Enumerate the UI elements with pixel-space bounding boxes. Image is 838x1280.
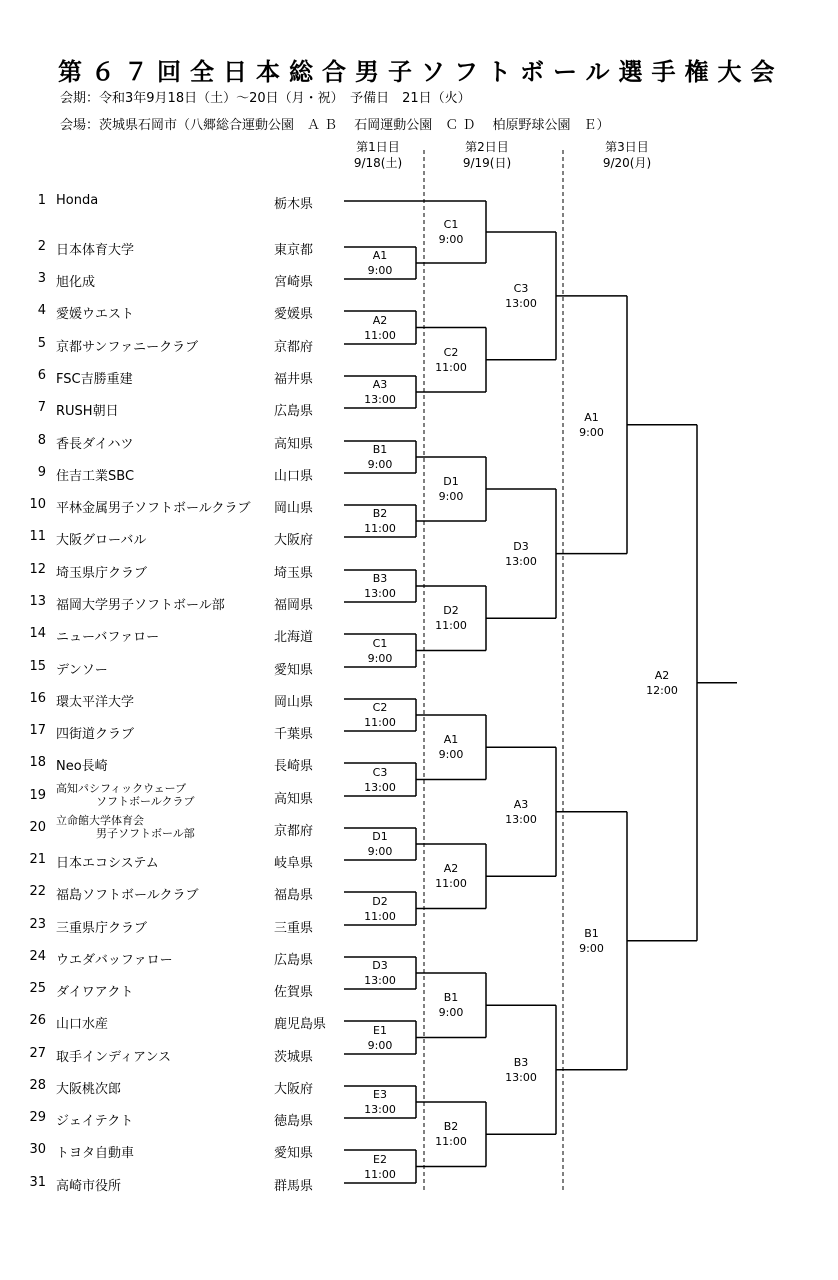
team-name-line2: 男子ソフトボール部 <box>96 827 195 840</box>
match-label <box>345 571 415 601</box>
match-court: C1 <box>443 218 459 231</box>
team-prefecture: 群馬県 <box>274 1179 314 1194</box>
match-time: 12:00 <box>646 683 678 697</box>
team-number: 23 <box>29 917 46 932</box>
match-label <box>416 603 486 633</box>
match-court: A3 <box>513 797 529 811</box>
team-number: 2 <box>37 239 46 254</box>
match-court: E3 <box>373 1088 387 1101</box>
team-number: 13 <box>29 594 46 609</box>
team-prefecture: 鹿児島県 <box>274 1017 327 1032</box>
team-name: 高崎市役所 <box>56 1179 122 1194</box>
team-number: 3 <box>37 271 46 286</box>
match-court: C2 <box>372 701 388 714</box>
match-label <box>345 248 415 278</box>
match-label <box>416 990 486 1020</box>
team-name: デンソー <box>56 663 108 678</box>
team-name <box>56 814 195 840</box>
team-name: 埼玉県庁クラブ <box>56 566 148 581</box>
team-name: 大阪桃次郎 <box>56 1082 122 1097</box>
team-name: 環太平洋大学 <box>56 695 135 710</box>
match-court: A2 <box>654 668 670 682</box>
team-prefecture: 栃木県 <box>274 197 314 212</box>
team-name: FSC吉勝重建 <box>56 372 133 387</box>
team-prefecture: 北海道 <box>274 630 314 645</box>
team-name: 日本体育大学 <box>56 243 135 258</box>
match-court: A2 <box>443 862 459 876</box>
team-number: 7 <box>37 400 46 415</box>
team-number: 19 <box>29 788 46 803</box>
team-name: 京都サンファニークラブ <box>56 340 199 355</box>
match-time: 9:00 <box>367 651 393 665</box>
team-number: 9 <box>37 465 46 480</box>
team-number: 1 <box>37 193 46 208</box>
match-court: E1 <box>373 1023 387 1037</box>
team-name: ウエダバッファロー <box>56 953 173 968</box>
match-label <box>345 506 415 536</box>
team-prefecture: 千葉県 <box>274 727 314 742</box>
match-time: 11:00 <box>435 360 467 374</box>
team-number: 16 <box>29 691 46 706</box>
team-prefecture: 岐阜県 <box>274 856 314 871</box>
team-prefecture: 宮崎県 <box>274 275 314 290</box>
match-court: D2 <box>372 894 388 908</box>
day3-date: 9/20(月) <box>602 156 652 170</box>
match-court: E2 <box>373 1152 387 1166</box>
match-court: C2 <box>443 345 459 359</box>
team-name-line2: ソフトボールクラブ <box>96 795 195 808</box>
team-number: 5 <box>37 336 46 351</box>
team-name-line1: 高知パシフィックウェーブ <box>56 782 187 795</box>
match-label <box>557 410 627 440</box>
match-label <box>416 345 486 375</box>
team-number: 8 <box>37 433 46 448</box>
match-time: 9:00 <box>367 264 393 277</box>
match-court: C3 <box>513 281 529 295</box>
match-label <box>416 861 486 891</box>
match-time: 9:00 <box>367 1038 393 1052</box>
team-number: 28 <box>29 1078 46 1093</box>
match-time: 9:00 <box>438 748 464 762</box>
team-name: 福岡大学男子ソフトボール部 <box>56 598 225 613</box>
team-name: Neo長崎 <box>56 759 108 774</box>
team-number: 11 <box>29 529 46 544</box>
match-time: 13:00 <box>505 554 537 568</box>
team-prefecture: 高知県 <box>274 437 314 452</box>
match-court: D3 <box>372 959 388 972</box>
match-time: 9:00 <box>367 458 393 471</box>
match-label <box>416 474 486 504</box>
team-prefecture: 佐賀県 <box>274 985 314 1000</box>
match-label <box>416 732 486 762</box>
match-court: A1 <box>443 733 459 747</box>
match-court: D3 <box>513 539 529 553</box>
team-number: 24 <box>29 949 46 964</box>
team-number: 29 <box>29 1110 46 1125</box>
team-prefecture: 大阪府 <box>274 1082 314 1097</box>
team-name: RUSH朝日 <box>56 404 119 419</box>
match-court: D1 <box>443 475 459 488</box>
match-time: 9:00 <box>579 425 604 439</box>
team-name: 香長ダイハツ <box>56 437 134 452</box>
team-number: 20 <box>29 820 46 835</box>
team-prefecture: 広島県 <box>274 404 314 419</box>
match-time: 13:00 <box>505 812 537 826</box>
team-prefecture: 岡山県 <box>274 501 314 516</box>
team-prefecture: 京都府 <box>274 340 314 355</box>
team-number: 26 <box>29 1013 46 1028</box>
match-time: 11:00 <box>435 1135 467 1149</box>
day1-date: 9/18(土) <box>353 156 403 170</box>
match-court: B1 <box>443 991 459 1005</box>
match-label <box>345 1152 415 1182</box>
match-time: 11:00 <box>435 619 467 633</box>
match-time: 13:00 <box>364 393 396 406</box>
team-number: 14 <box>29 626 46 641</box>
match-label <box>416 217 486 247</box>
team-prefecture: 高知県 <box>274 792 314 807</box>
team-name: トヨタ自動車 <box>56 1146 135 1161</box>
team-name: 山口水産 <box>56 1017 109 1032</box>
team-name: ニューバファロー <box>56 630 160 645</box>
match-time: 9:00 <box>367 845 393 858</box>
team-number: 22 <box>29 884 46 899</box>
team-prefecture: 福島県 <box>274 888 314 903</box>
period-text: 会期：令和3年9月18日（土）～20日（月・祝） 予備日 21日（火） <box>60 91 471 106</box>
day2-label: 第2日目 <box>465 140 509 154</box>
team-name: ダイワアクト <box>56 985 134 1000</box>
team-number: 31 <box>29 1175 46 1190</box>
page-title: 第６７回全日本総合男子ソフトボール選手権大会 <box>58 58 784 86</box>
team-prefecture: 長崎県 <box>274 759 314 774</box>
team-prefecture: 徳島県 <box>274 1114 314 1129</box>
team-prefecture: 愛媛県 <box>274 307 314 322</box>
team-name: 愛媛ウエスト <box>56 307 135 322</box>
match-label <box>486 797 556 827</box>
match-time: 11:00 <box>364 909 396 923</box>
match-court: A1 <box>584 410 599 424</box>
match-label <box>345 377 415 407</box>
team-prefecture: 福岡県 <box>274 598 314 613</box>
team-name: 旭化成 <box>56 275 96 290</box>
match-court: B2 <box>443 1120 459 1134</box>
team-prefecture: 愛知県 <box>274 1146 314 1161</box>
team-prefecture: 大阪府 <box>274 533 314 548</box>
team-number: 15 <box>29 659 46 674</box>
team-name: 福島ソフトボールクラブ <box>56 888 199 903</box>
venue-text: 会場：茨城県石岡市（八郷総合運動公園 Ａ Ｂ 石岡運動公園 Ｃ Ｄ 柏原野球公園 Ｅ） <box>60 118 610 133</box>
match-time: 9:00 <box>438 490 464 503</box>
match-court: A1 <box>372 249 388 262</box>
match-court: D1 <box>372 830 388 843</box>
match-label <box>345 1023 415 1053</box>
match-court: D2 <box>443 604 459 618</box>
match-court: B1 <box>372 443 388 456</box>
team-number: 10 <box>29 497 46 512</box>
team-prefecture: 岡山県 <box>274 695 314 710</box>
match-label <box>345 765 415 795</box>
match-label <box>557 926 627 956</box>
match-time: 13:00 <box>364 1103 396 1116</box>
match-label <box>345 894 415 924</box>
match-court: B3 <box>372 572 388 585</box>
match-time: 13:00 <box>364 974 396 987</box>
team-number: 17 <box>29 723 46 738</box>
match-time: 13:00 <box>505 1070 537 1084</box>
day3-label: 第3日目 <box>605 140 649 154</box>
match-time: 9:00 <box>438 1006 464 1020</box>
team-name-line1: 立命館大学体育会 <box>56 814 144 827</box>
team-number: 6 <box>37 368 46 383</box>
match-time: 11:00 <box>364 328 396 342</box>
match-time: 11:00 <box>364 1167 396 1181</box>
team-name: 三重県庁クラブ <box>56 921 148 936</box>
match-label <box>345 958 415 988</box>
team-prefecture: 東京都 <box>274 243 314 258</box>
match-label <box>416 1119 486 1149</box>
team-name: 四街道クラブ <box>56 727 135 742</box>
match-court: A2 <box>372 313 388 327</box>
team-prefecture: 茨城県 <box>274 1050 314 1065</box>
team-name: 取手インディアンス <box>56 1050 172 1065</box>
team-prefecture: 広島県 <box>274 953 314 968</box>
match-label <box>486 281 556 311</box>
day1-label: 第1日目 <box>356 140 400 154</box>
match-court: C3 <box>372 765 388 779</box>
match-time: 9:00 <box>438 233 464 246</box>
match-court: B1 <box>584 926 599 940</box>
team-prefecture: 山口県 <box>274 469 314 484</box>
match-label <box>486 1055 556 1085</box>
team-name: 大阪グローバル <box>56 533 147 548</box>
team-name <box>56 782 195 808</box>
match-label <box>345 313 415 343</box>
match-label <box>345 1087 415 1117</box>
match-label <box>486 539 556 569</box>
match-court: C1 <box>372 636 388 650</box>
match-time: 11:00 <box>364 716 396 729</box>
day2-date: 9/19(日) <box>462 156 512 170</box>
team-prefecture: 愛知県 <box>274 663 314 678</box>
match-label <box>345 442 415 472</box>
team-number: 4 <box>37 303 46 318</box>
team-number: 18 <box>29 755 46 770</box>
team-prefecture: 三重県 <box>274 921 314 936</box>
team-prefecture: 福井県 <box>274 372 314 387</box>
match-time: 11:00 <box>364 522 396 535</box>
match-court: A3 <box>372 378 388 391</box>
team-name: ジェイテクト <box>56 1114 134 1129</box>
team-number: 21 <box>29 852 46 867</box>
team-name: 住吉工業SBC <box>56 469 135 484</box>
team-number: 27 <box>29 1046 46 1061</box>
match-time: 13:00 <box>505 296 537 310</box>
team-name: Honda <box>56 193 99 208</box>
team-name: 平林金属男子ソフトボールクラブ <box>56 501 251 516</box>
match-court: B3 <box>513 1055 529 1069</box>
match-label <box>345 700 415 730</box>
team-prefecture: 埼玉県 <box>274 566 314 581</box>
match-label <box>345 829 415 859</box>
match-label <box>345 636 415 666</box>
match-time: 13:00 <box>364 780 396 794</box>
team-number: 25 <box>29 981 46 996</box>
team-prefecture: 京都府 <box>274 824 314 839</box>
match-court: B2 <box>372 507 388 520</box>
team-number: 12 <box>29 562 46 577</box>
team-number: 30 <box>29 1142 46 1157</box>
team-name: 日本エコシステム <box>56 856 159 871</box>
match-time: 13:00 <box>364 587 396 600</box>
match-time: 9:00 <box>579 941 604 955</box>
match-time: 11:00 <box>435 877 467 891</box>
match-label <box>627 668 697 698</box>
